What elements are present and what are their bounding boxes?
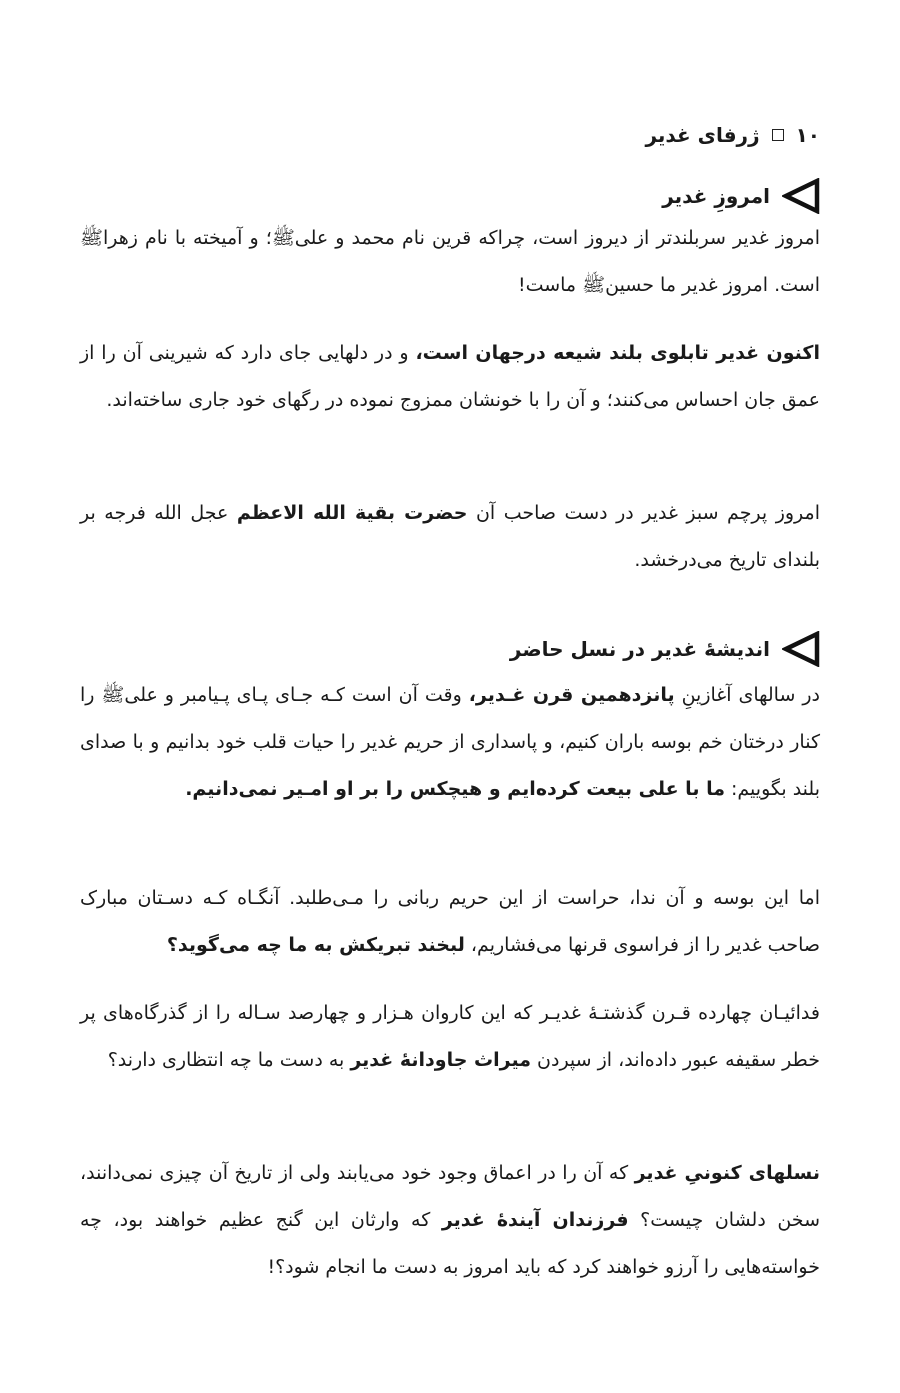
square-separator-icon — [772, 129, 784, 141]
bold-text-run: فرزندان آیندۀ غدیر — [441, 1209, 629, 1231]
bold-text-run: پانزدهمین قرن غـدیر، — [468, 684, 675, 706]
bold-text-run: میراث جاودانۀ غدیر — [350, 1049, 531, 1071]
text-run: و در دلهایی جای دارد که شیرینی آن را از عمق جان احساس می‌کنند؛ و آن را با خونشان ممزوج نموده در رگهای خود جاری ساخته‌اند. — [80, 342, 820, 411]
paragraph — [80, 490, 820, 584]
text-run: ﷺ — [101, 684, 125, 706]
section-heading-1 — [80, 176, 820, 216]
text-run: فدائیـان چهارده قـرن گذشتـۀ غدیـر که این کاروان هـزار و چهارصد سـاله را از گذرگاه‌های پر خطر سقیفه عبور داده‌اند، از سپردن — [80, 1002, 820, 1071]
bold-text-run: حضرت بقیة الله الاعظم — [236, 502, 468, 524]
text-run: در سالهای آغازینِ — [674, 684, 820, 706]
paragraph — [80, 672, 820, 813]
triangle-marker-icon — [782, 631, 820, 667]
text-run: اما این بوسه و آن ندا، حراست از این حریم ربانی را مـی‌طلبد. آنگـاه کـه دسـتان مبارک صاحب غدیر را از فراسوی قرنها می‌فشاریم، — [80, 887, 820, 956]
paragraph — [80, 330, 820, 424]
section-title-text: اندیشۀ غدیر در نسل حاضر — [509, 637, 770, 661]
text-run: ﷺ — [80, 227, 103, 249]
bold-text-run: لبخند تبریکش به ما چه می‌گوید؟ — [166, 934, 465, 956]
book-title: ژرفای غدیر — [645, 123, 760, 147]
text-run: امروز پرچم سبز غدیر در دست صاحب آن — [467, 502, 821, 524]
paragraph — [80, 215, 820, 309]
text-run: ماست! — [517, 274, 583, 296]
bold-text-run: اکنون غدیر تابلوی بلند شیعه درجهان است، — [415, 342, 820, 364]
text-run: عجل الله فرجه بر بلندای تاریخ می‌درخشد. — [80, 502, 820, 571]
text-run: وقت آن است کـه جـای پـای پـیامبر و علی — [124, 684, 469, 706]
text-run: است. امروز غدیر ما حسین — [605, 274, 820, 296]
text-run: به دست ما چه انتظاری دارند؟ — [107, 1049, 351, 1071]
text-run: را کنار درختان خم بوسه باران کنیم، و پاسداری از حریم غدیر را حیات قلب خود بدانیم و با صدای بلند بگوییم: — [80, 684, 820, 800]
text-run: که وارثان این گنج عظیم خواهند بود، چه خواسته‌هایی را آرزو خواهند کرد که باید امروز به دست ما انجام شود؟! — [80, 1209, 820, 1278]
section-title-text: امروزِ غدیر — [662, 184, 770, 208]
text-run: ﷺ — [582, 274, 606, 296]
paragraph — [80, 990, 820, 1084]
text-run: که آن را در اعماق وجود خود می‌یابند ولی از تاریخ آن چیزی نمی‌دانند، سخن دلشان چیست؟ — [80, 1162, 820, 1231]
page-number: ۱۰ — [795, 123, 820, 147]
section-heading-2 — [80, 629, 820, 669]
triangle-marker-icon — [782, 178, 820, 214]
bold-text-run: نسلهای کنونیِ غدیر — [634, 1162, 820, 1184]
bold-text-run: ما با علی بیعت کرده‌ایم و هیچکس را بر او امـیر نمی‌دانیم. — [185, 778, 725, 800]
paragraph — [80, 1150, 820, 1291]
text-run: ؛ و آمیخته با نام زهرا — [102, 227, 272, 249]
running-header — [80, 118, 820, 152]
text-run: امروز غدیر سربلندتر از دیروز است، چراکه قرین نام محمد و علی — [294, 227, 820, 249]
paragraph — [80, 875, 820, 969]
text-run: ﷺ — [271, 227, 295, 249]
